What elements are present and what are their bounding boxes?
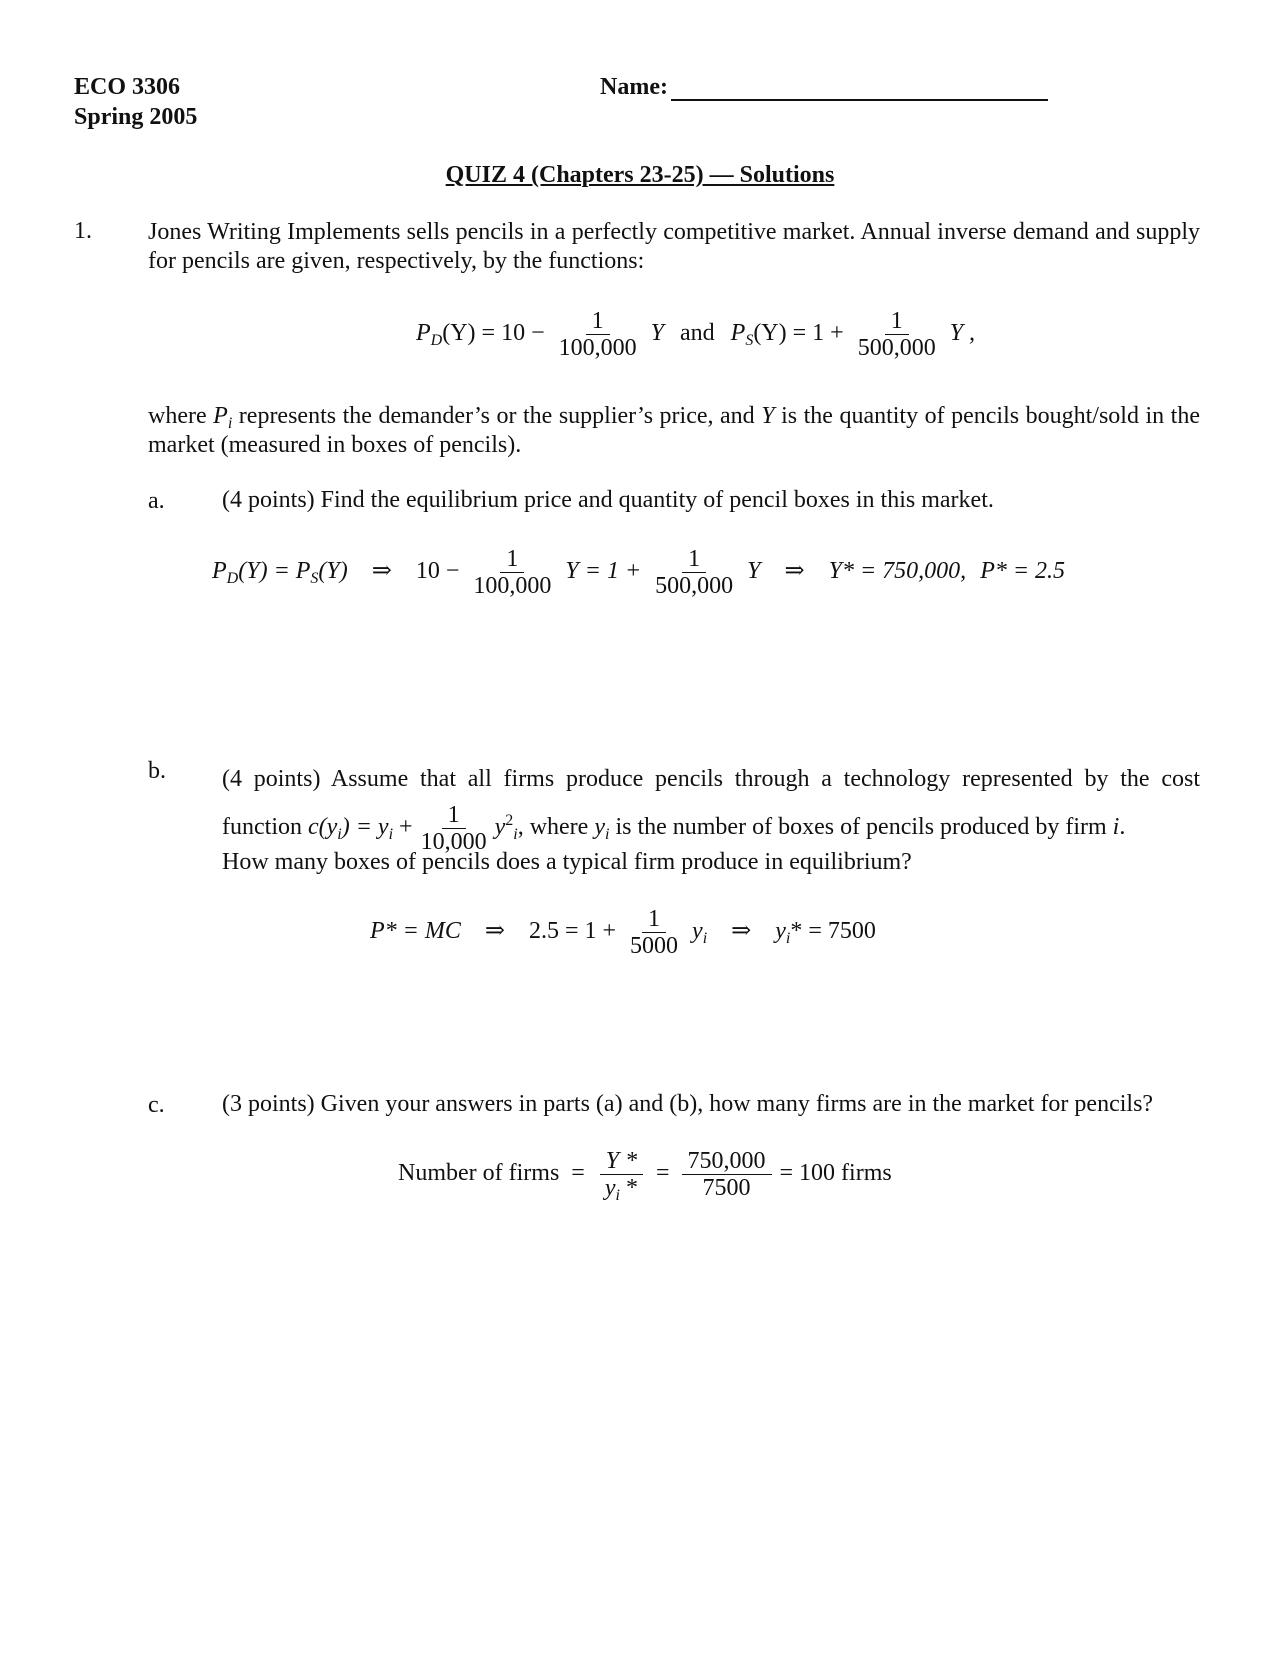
demand-p: P [416, 320, 431, 347]
supply-demand-equations [416, 308, 975, 361]
part-c-fraction-1: $\frac{Y *}{y_i *}$ [599, 1148, 644, 1201]
question-intro: Jones Writing Implements sells pencils in a perfectly competitive market. Annual inverse demand and supply for pencils are given, respectively, by the functions: [148, 219, 1200, 274]
where-paragraph: where $P_i$ represents the demander’s or the supplier’s price, and Y is the quantity of pencils bought/sold in the market (measured in boxes of pencils). [148, 403, 1200, 458]
part-c-fraction-2: $\frac{750,000}{7500}$ [682, 1148, 772, 1201]
implies-arrow: ⇒ [731, 918, 752, 945]
course-term: Spring 2005 [74, 104, 198, 130]
part-b-label: b. [148, 758, 166, 784]
part-c-label: c. [148, 1092, 165, 1118]
supply-p: P [730, 320, 746, 347]
demand-arg: (Y) = 10 − [442, 320, 545, 347]
part-b-question: How many boxes of pencils does a typical firm produce in equilibrium? [222, 849, 912, 875]
supply-tail: Y , [949, 320, 976, 347]
part-b-text: (4 points) Assume that all firms produce pencils through a technology represented by the cost function $c(y_i) = y_i$ + $\frac{1}{10,000}$ $y^2_i$, where $y_i$ is the number of boxes of pencils produced by firm i. [222, 766, 1200, 855]
part-b-fraction: $\frac{1}{5000}$ [630, 906, 679, 959]
name-blank-line [671, 99, 1048, 101]
part-a-fraction-1: $\frac{1}{100,000}$ [473, 546, 552, 599]
name-label: Name: [600, 74, 668, 100]
demand-sub: D [430, 332, 443, 350]
implies-arrow: ⇒ [371, 558, 392, 585]
demand-tail: Y [650, 320, 664, 347]
cost-fraction: $\frac{1}{10,000}$ [420, 802, 487, 855]
number-of-firms-result: = 100 firms [779, 1160, 892, 1187]
part-c-solution: Number of firms = $\frac{Y *}{y_i *}$ = $\frac{750,000}{7500}$ = 100 firms [398, 1148, 892, 1204]
demand-fraction: $\frac{1}{100,000}$ [558, 308, 637, 361]
implies-arrow: ⇒ [484, 918, 505, 945]
part-a-label: a. [148, 488, 165, 514]
supply-arg: (Y) = 1 + [753, 320, 844, 347]
course-header [74, 72, 197, 132]
and-word: and [679, 320, 715, 347]
implies-arrow: ⇒ [784, 558, 805, 585]
part-a-text: (4 points) Find the equilibrium price and quantity of pencil boxes in this market. [222, 487, 994, 513]
part-a-solution: $P_D(Y) = P_S(Y)$ ⇒ 10 − $\frac{1}{100,000}$ Y = 1 + $\frac{1}{500,000}$ Y ⇒ Y* = 750,000, P* = 2.5 [212, 546, 1066, 599]
question-number: 1. [74, 218, 92, 244]
supply-sub: S [745, 332, 754, 350]
supply-fraction: $\frac{1}{500,000}$ [857, 308, 936, 361]
firm-output-result: * = 7500 [790, 918, 876, 945]
part-a-fraction-2: $\frac{1}{500,000}$ [655, 546, 734, 599]
course-code: ECO 3306 [74, 74, 181, 100]
equilibrium-price: P* = 2.5 [980, 558, 1066, 585]
equilibrium-quantity: Y* = 750,000, [828, 558, 967, 585]
page-title: QUIZ 4 (Chapters 23-25) — Solutions [445, 162, 835, 188]
part-b-solution: P* = MC ⇒ 2.5 = 1 + $\frac{1}{5000}$ $y_i$ ⇒ $y_i* = 7500$ [370, 906, 876, 959]
part-c-text: (3 points) Given your answers in parts (a) and (b), how many firms are in the market for pencils? [222, 1091, 1154, 1117]
